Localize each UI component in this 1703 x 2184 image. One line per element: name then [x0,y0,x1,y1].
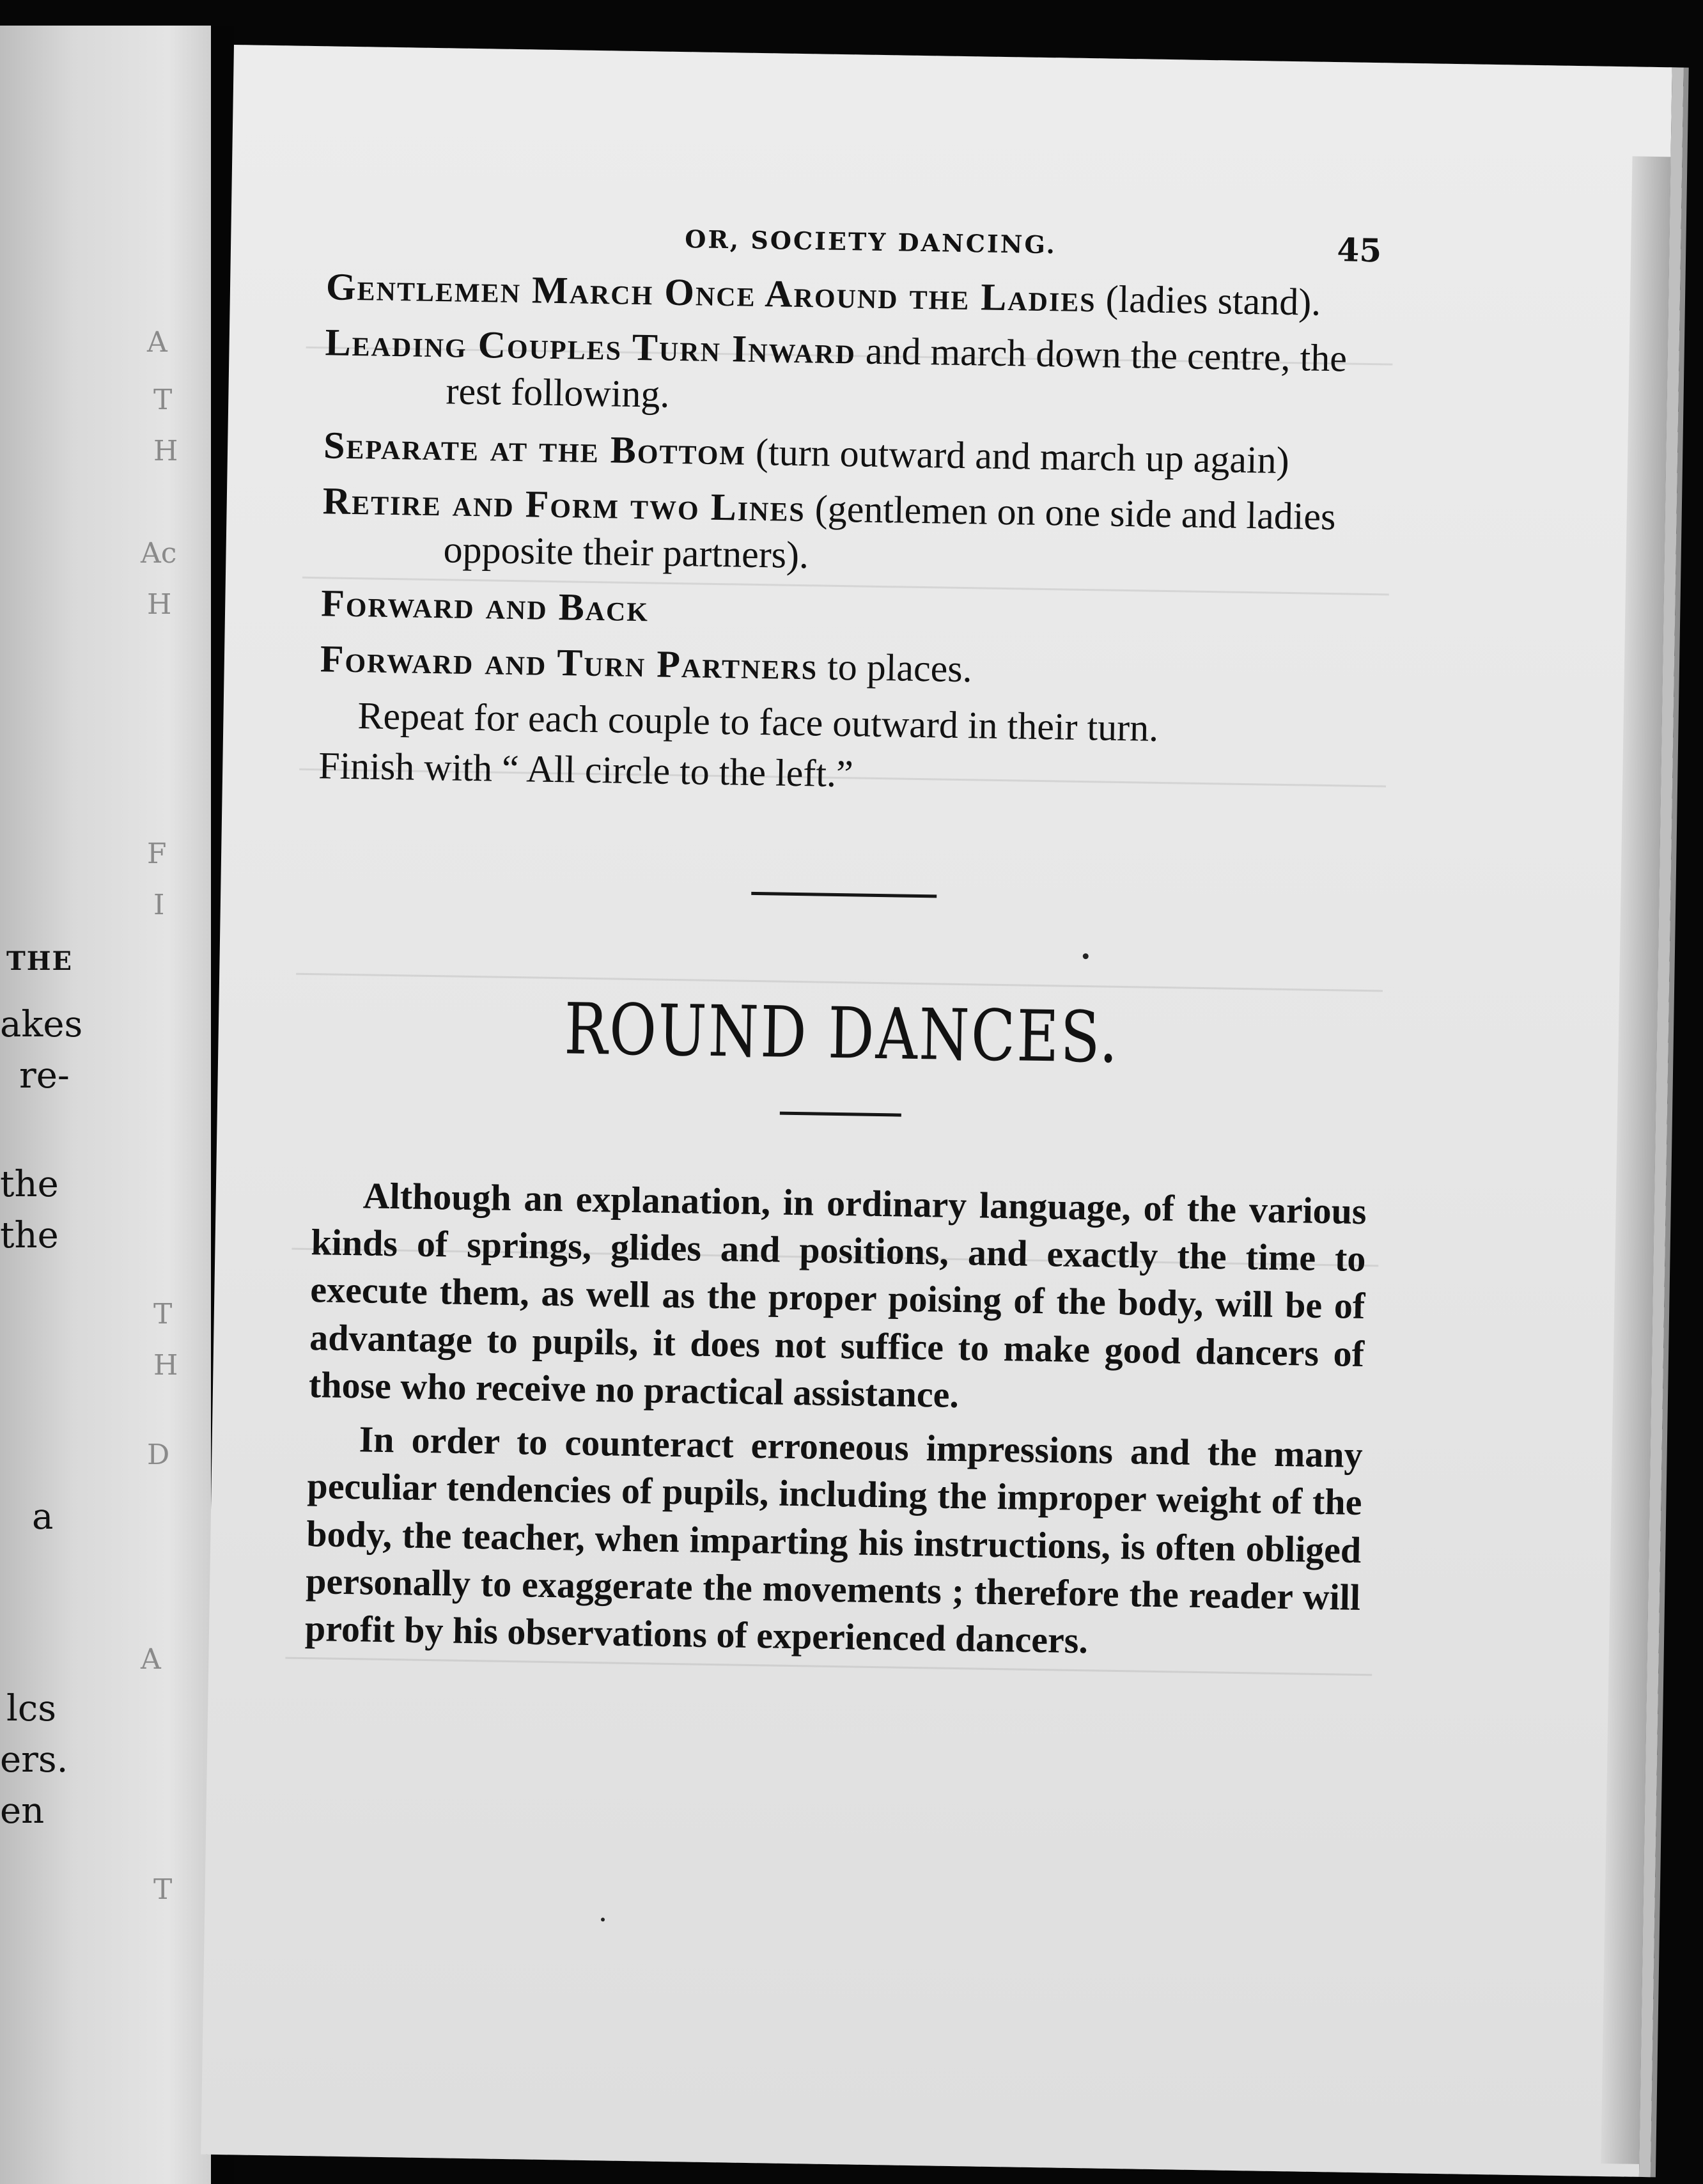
left-fragment: a [32,1496,54,1538]
left-fragment: en [0,1790,45,1832]
left-fragment: the [0,1215,59,1256]
figure-instruction [322,478,1378,588]
figure-instruction [324,319,1380,429]
figure-description: (ladies stand). [1096,277,1321,324]
right-page [201,45,1684,2177]
divider-rule [751,892,937,898]
left-faint-fragment: A [141,1643,161,1676]
figure-description: and march down the centre, the rest following. [446,329,1348,416]
left-faint-fragment: A [147,326,167,359]
page-edge [1601,156,1670,2164]
left-faint-fragment: H [153,435,178,467]
figure-instruction [321,580,1376,643]
figure-description: to places. [817,645,973,690]
figure-name: Separate at the Bottom [323,423,747,473]
figure-description: (gentlemen on one side and ladies opposite their partners). [443,487,1336,577]
figure-name: Forward and Back [320,582,649,630]
left-faint-fragment: F [147,838,167,870]
running-head-title: OR, SOCIETY DANCING. [684,224,1057,260]
page-number: 45 [1337,231,1382,270]
figure-name: Leading Couples Turn Inward [325,321,857,372]
left-faint-fragment: T [153,384,173,416]
section-title: ROUND DANCES. [563,988,1120,1079]
left-fragment: ers. [0,1739,68,1781]
body-paragraph: Although an explanation, in ordinary language, of the various kinds of springs, glides and positions, and exactly the time to execute them, as well as the proper poising of the body, will be of advantage to pupils, it does not suffice to make good dancers of those who receive no practical assistance. [308,1174,1367,1416]
finish-instruction: Finish with “ All circle to the left.” [318,744,854,795]
divider-rule [780,1111,901,1116]
left-fragment: lcs [6,1688,57,1729]
body-paragraph: In order to counteract erroneous impressions and the many peculiar tendencies of pupils, including the improper weight of the body, the teacher, when imparting his instructions, is often obliged personally to exaggerate the movements ; therefore the reader will profit by his observations of experienced dancers. [304,1418,1364,1662]
figure-instruction [320,636,1375,699]
left-faint-fragment: T [153,1298,173,1330]
left-faint-fragment: H [153,1349,178,1382]
left-fragment: akes [0,1004,83,1045]
left-fragment: THE [6,946,74,976]
figure-instruction [323,422,1379,485]
left-faint-fragment: T [153,1873,173,1906]
ink-speck [601,1917,605,1921]
left-fragment: the [0,1164,59,1205]
figure-name: Retire and Form two Lines [322,480,806,529]
left-faint-fragment: I [153,889,165,921]
repeat-instruction: Repeat for each couple to face outward in their turn. [357,694,1159,749]
figure-description: (turn outward and march up again) [745,430,1290,481]
left-faint-fragment: D [147,1439,170,1471]
left-faint-fragment: H [147,588,172,621]
figure-name: Forward and Turn Partners [320,637,818,688]
page-content [304,219,1381,1675]
left-faint-fragment: Ac [141,537,177,570]
figure-name: Gentlemen March Once Around the Ladies [325,265,1097,320]
section-body [305,1171,1367,1669]
left-facing-page [0,26,211,2184]
left-fragment: re- [19,1055,70,1096]
